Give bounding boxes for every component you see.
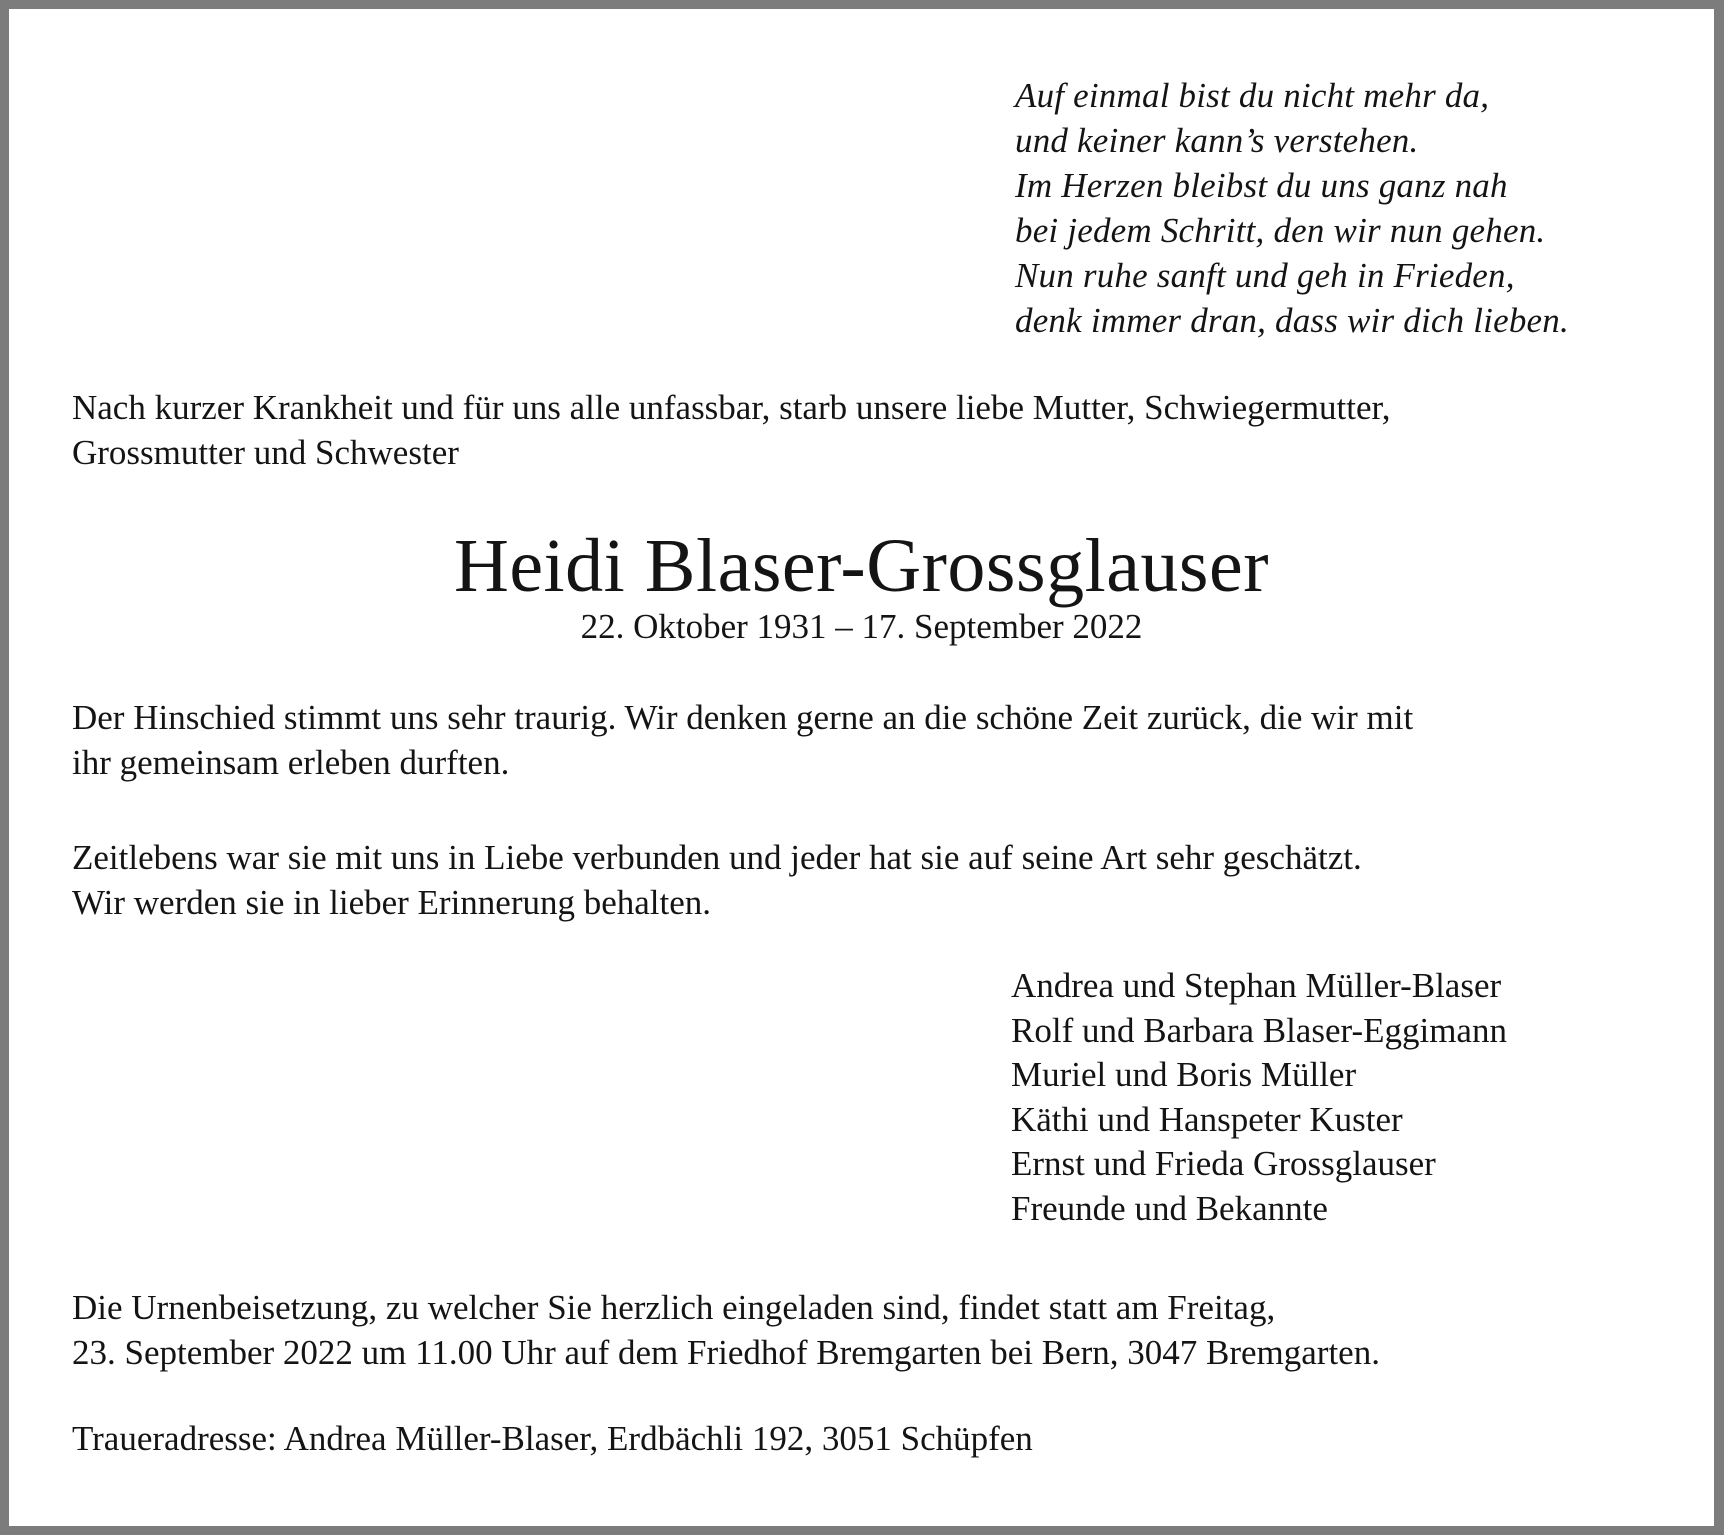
mourner-entry: Andrea und Stephan Müller-Blaser	[1011, 966, 1502, 1005]
funeral-line: Die Urnenbeisetzung, zu welcher Sie herzlich eingeladen sind, findet statt am Freitag,	[72, 1288, 1276, 1327]
remembrance-paragraph	[72, 835, 1672, 925]
remembrance-line: Wir werden sie in lieber Erinnerung behalten.	[72, 883, 712, 922]
mourner-entry: Käthi und Hanspeter Kuster	[1011, 1099, 1403, 1139]
mourners-list	[1011, 964, 1671, 1231]
poem-line: bei jedem Schritt, den wir nun gehen.	[1015, 211, 1546, 250]
intro-paragraph	[72, 385, 1672, 475]
poem-line: Im Herzen bleibst du uns ganz nah	[1015, 166, 1508, 205]
mourner-entry: Rolf und Barbara Blaser-Eggimann	[1011, 1010, 1507, 1050]
obituary-notice	[9, 9, 1714, 1526]
poem-line: denk immer dran, dass wir dich lieben.	[1015, 301, 1569, 340]
remembrance-line: Zeitlebens war sie mit uns in Liebe verbunden und jeder hat sie auf seine Art sehr geschätzt.	[72, 838, 1362, 877]
mourner-entry: Muriel und Boris Müller	[1011, 1055, 1357, 1094]
mourning-address	[72, 1416, 1672, 1461]
funeral-info	[72, 1285, 1672, 1375]
farewell-paragraph	[72, 695, 1672, 785]
deceased-name: Heidi Blaser-Grossglauser	[453, 524, 1270, 608]
farewell-line: ihr gemeinsam erleben durften.	[72, 743, 510, 782]
funeral-line: 23. September 2022 um 11.00 Uhr auf dem Friedhof Bremgarten bei Bern, 3047 Bremgarten.	[72, 1333, 1380, 1372]
farewell-line: Der Hinschied stimmt uns sehr traurig. Wir denken gerne an die schöne Zeit zurück, die wir mit	[72, 698, 1414, 737]
poem-line: und keiner kann’s verstehen.	[1015, 121, 1419, 160]
memorial-poem	[1015, 73, 1655, 343]
address-line: Traueradresse: Andrea Müller-Blaser, Erdbächli 192, 3051 Schüpfen	[72, 1419, 1033, 1458]
life-dates: 22. Oktober 1931 – 17. September 2022	[580, 607, 1143, 646]
poem-line: Auf einmal bist du nicht mehr da,	[1015, 76, 1490, 115]
intro-line: Nach kurzer Krankheit und für uns alle unfassbar, starb unsere liebe Mutter, Schwiegermutter,	[72, 388, 1391, 427]
mourner-entry: Freunde und Bekannte	[1011, 1188, 1328, 1228]
intro-line: Grossmutter und Schwester	[72, 433, 459, 472]
mourner-entry: Ernst und Frieda Grossglauser	[1011, 1144, 1436, 1183]
poem-line: Nun ruhe sanft und geh in Frieden,	[1015, 256, 1515, 295]
